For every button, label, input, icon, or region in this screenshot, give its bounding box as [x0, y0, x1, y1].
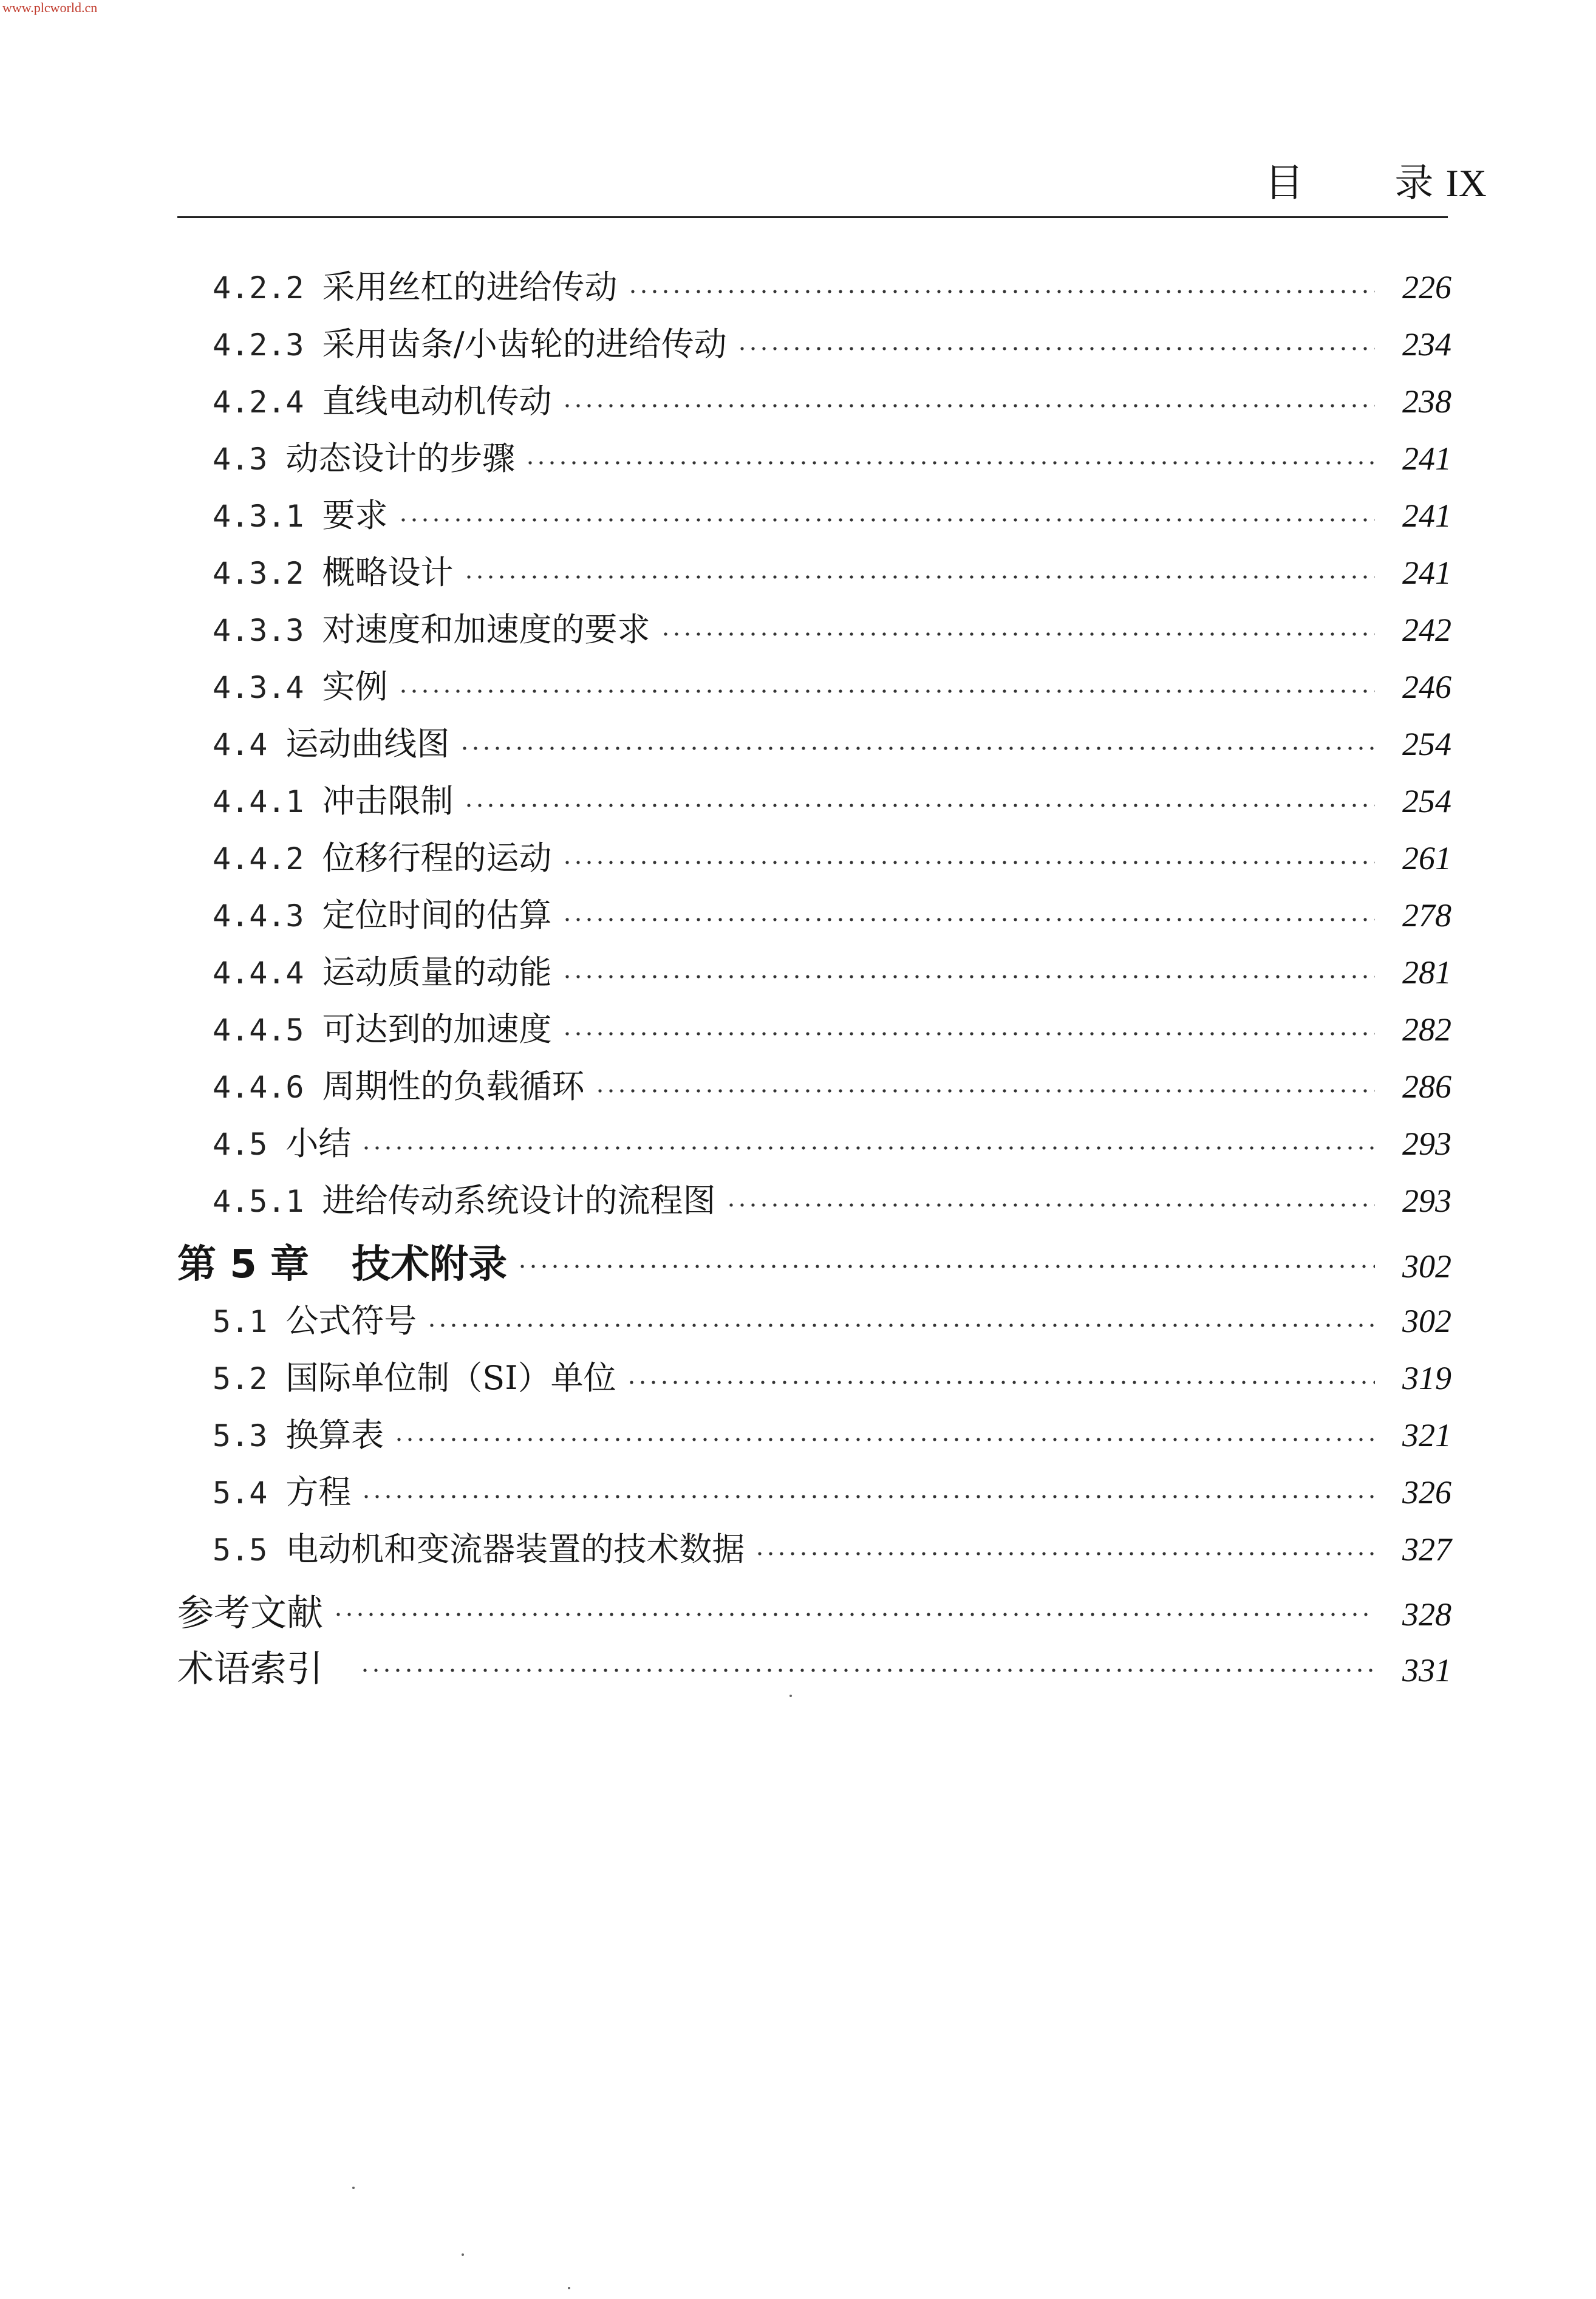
toc-entry-page: 241 — [1402, 497, 1451, 534]
toc-entry-page: 254 — [1402, 783, 1451, 819]
leader-dots — [626, 1379, 1375, 1385]
toc-entry-title: 公式符号 — [285, 1302, 417, 1340]
toc-entry-number: 5.5 — [213, 1532, 268, 1568]
leader-dots — [361, 1494, 1375, 1500]
toc-entry-number: 5.3 — [213, 1418, 268, 1454]
toc-entry — [213, 375, 1451, 424]
toc-entry-number: 5.4 — [213, 1475, 268, 1511]
leader-dots — [562, 403, 1375, 409]
toc-entry-number: 4.5 — [213, 1127, 268, 1162]
leader-dots — [754, 1551, 1375, 1557]
toc-entry-title: 位移行程的运动 — [322, 839, 552, 877]
leader-dots — [562, 859, 1375, 866]
toc-entry — [213, 661, 1451, 709]
leader-dots — [562, 974, 1375, 980]
toc-entry-title: 换算表 — [285, 1416, 384, 1454]
toc-entry-title: 动态设计的步骤 — [285, 439, 516, 477]
toc-entry-page: 242 — [1402, 612, 1451, 648]
leader-dots — [517, 1263, 1375, 1269]
toc-entry — [213, 1352, 1451, 1401]
leader-dots — [398, 517, 1375, 523]
chapter-page: 302 — [1402, 1248, 1451, 1285]
running-head — [1264, 152, 1487, 208]
toc-entry-number: 4.4.2 — [213, 841, 304, 876]
toc-entry-number: 4.3.4 — [213, 670, 304, 705]
toc-entry-title: 采用丝杠的进给传动 — [322, 268, 618, 306]
toc-entry-number: 4.3.1 — [213, 499, 304, 534]
toc-entry-page: 286 — [1402, 1068, 1451, 1105]
scan-speck — [568, 2287, 570, 2289]
toc-entry-title: 冲击限制 — [322, 782, 454, 820]
toc-entry-number: 4.4.5 — [213, 1013, 304, 1048]
toc-entry — [213, 1466, 1451, 1515]
toc-entry-number: 4.2.3 — [213, 327, 304, 363]
toc-entry-number: 4.4.4 — [213, 955, 304, 991]
toc-entry — [213, 1003, 1451, 1052]
toc-entry-page: 319 — [1402, 1360, 1451, 1396]
toc-entry-title: 可达到的加速度 — [322, 1010, 552, 1048]
toc-entry-title: 运动曲线图 — [285, 725, 450, 763]
toc-entry-page: 327 — [1402, 1531, 1451, 1568]
toc-entry-page: 226 — [1402, 269, 1451, 306]
toc-entry-title: 小结 — [285, 1124, 352, 1163]
toc-entry — [213, 946, 1451, 995]
toc-entry — [213, 1409, 1451, 1458]
toc-entry-title: 对速度和加速度的要求 — [322, 610, 650, 649]
toc-entry-number: 5.2 — [213, 1361, 268, 1396]
toc-entry — [213, 490, 1451, 538]
toc-entry-title: 国际单位制（SI）单位 — [285, 1359, 616, 1397]
toc-entry — [213, 775, 1451, 824]
toc-entry — [213, 1295, 1451, 1344]
leader-dots — [426, 1322, 1375, 1328]
toc-entry-title: 采用齿条/小齿轮的进给传动 — [322, 325, 727, 363]
toc-entry-title: 实例 — [322, 668, 388, 706]
toc-entry-page: 241 — [1402, 440, 1451, 477]
header-rule — [177, 216, 1448, 218]
toc-entry — [213, 547, 1451, 595]
toc-entry-number: 4.3.2 — [213, 556, 304, 591]
toc-entry-title: 运动质量的动能 — [322, 953, 552, 991]
toc-entry-page: 278 — [1402, 897, 1451, 934]
scan-speck — [462, 2253, 464, 2256]
running-head-left: 目 — [1264, 161, 1304, 206]
toc-entry — [213, 1061, 1451, 1109]
toc-entry-title: 参考文献 — [177, 1592, 323, 1635]
toc-entry-page: 328 — [1402, 1596, 1451, 1633]
leader-dots — [333, 1611, 1375, 1617]
toc-entry-title: 周期性的负载循环 — [322, 1067, 585, 1105]
toc-entry — [213, 1118, 1451, 1166]
toc-entry-title: 定位时间的估算 — [322, 896, 552, 934]
leader-dots — [726, 1202, 1375, 1208]
running-head-right: 录 — [1394, 161, 1434, 206]
toc-entry-number: 4.3 — [213, 442, 268, 477]
toc-entry — [213, 432, 1451, 481]
leader-dots — [562, 1031, 1375, 1037]
toc-entry — [213, 718, 1451, 767]
toc-entry-number: 4.5.1 — [213, 1184, 304, 1219]
toc-entry-page: 302 — [1402, 1303, 1451, 1339]
leader-dots — [463, 574, 1375, 580]
leader-dots — [737, 346, 1375, 352]
toc-entry-number: 5.1 — [213, 1304, 268, 1339]
toc-entry-title: 进给传动系统设计的流程图 — [322, 1181, 716, 1220]
toc-entry-page: 326 — [1402, 1474, 1451, 1511]
scan-speck — [789, 1695, 792, 1697]
toc-entry — [213, 261, 1451, 310]
toc-entry-number: 4.4.6 — [213, 1070, 304, 1105]
toc-entry-index — [177, 1640, 1451, 1689]
chapter-label: 第 5 章 — [177, 1242, 310, 1287]
toc-entry-page: 246 — [1402, 669, 1451, 705]
toc-entry-title: 方程 — [285, 1473, 352, 1511]
leader-dots — [627, 289, 1375, 295]
page-number-roman: IX — [1445, 162, 1487, 205]
toc-entry-page: 321 — [1402, 1417, 1451, 1454]
toc-entry-title: 要求 — [322, 496, 388, 535]
leader-dots — [459, 745, 1375, 751]
toc-entry — [213, 318, 1451, 367]
leader-dots — [360, 1667, 1375, 1673]
toc-entry-number: 4.2.4 — [213, 384, 304, 420]
toc-entry — [213, 832, 1451, 881]
toc-entry-title: 概略设计 — [322, 553, 454, 592]
toc-entry — [213, 1523, 1451, 1572]
chapter-heading — [177, 1233, 1451, 1288]
watermark-url: www.plcworld.cn — [2, 0, 98, 15]
leader-dots — [660, 631, 1375, 637]
leader-dots — [463, 802, 1375, 808]
toc-entry-page: 241 — [1402, 555, 1451, 591]
toc-entry-page: 293 — [1402, 1183, 1451, 1219]
scan-speck — [352, 2187, 355, 2189]
leader-dots — [595, 1088, 1375, 1094]
toc-entry-page: 261 — [1402, 840, 1451, 876]
toc-entry-page: 238 — [1402, 383, 1451, 420]
leader-dots — [394, 1436, 1375, 1443]
leader-dots — [562, 917, 1375, 923]
toc-entry-number: 4.2.2 — [213, 270, 304, 306]
toc-entry-title: 术语索引 — [177, 1648, 323, 1690]
toc-entry-page: 281 — [1402, 954, 1451, 991]
toc-entry-page: 234 — [1402, 326, 1451, 363]
toc-entry-number: 4.4.3 — [213, 898, 304, 934]
chapter-title: 技术附录 — [352, 1242, 508, 1287]
toc-entry — [213, 889, 1451, 938]
toc-entry-page: 282 — [1402, 1011, 1451, 1048]
toc-entry — [213, 604, 1451, 652]
toc-entry-title: 直线电动机传动 — [322, 382, 552, 420]
toc-entry-page: 254 — [1402, 726, 1451, 762]
toc-entry-title: 电动机和变流器装置的技术数据 — [285, 1530, 745, 1568]
toc-entry-references — [177, 1584, 1451, 1633]
leader-dots — [361, 1145, 1375, 1151]
toc-entry — [213, 1175, 1451, 1223]
toc-entry-number: 4.4.1 — [213, 784, 304, 819]
toc-entry-page: 293 — [1402, 1126, 1451, 1162]
leader-dots — [525, 460, 1375, 466]
toc-entry-page: 331 — [1402, 1652, 1451, 1689]
toc-entry-number: 4.4 — [213, 727, 268, 762]
leader-dots — [398, 688, 1375, 694]
toc-entry-number: 4.3.3 — [213, 613, 304, 648]
